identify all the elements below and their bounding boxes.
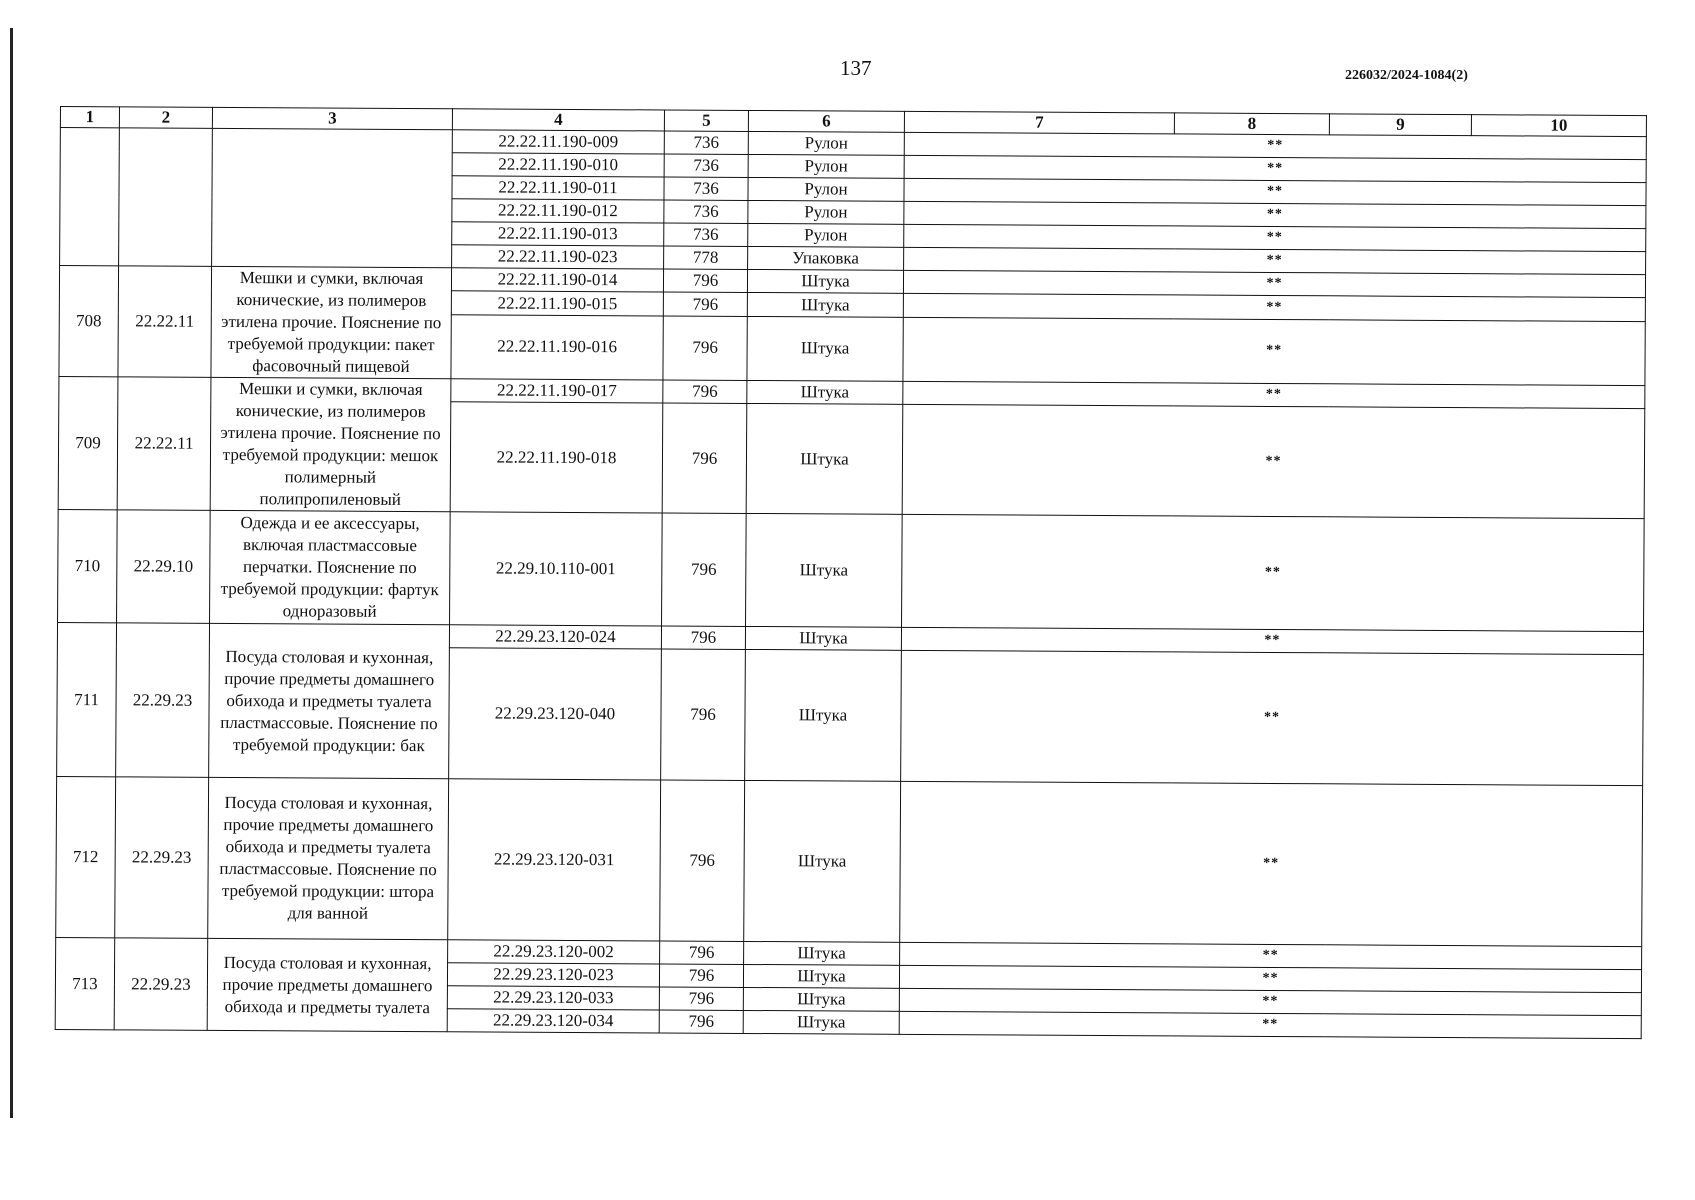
description-cell: Посуда столовая и кухонная, прочие предметы домашнего обихода и предметы туалета (207, 938, 448, 1031)
okpd-cell: 22.22.11 (117, 377, 211, 511)
okei-cell: 736 (664, 154, 748, 177)
unit-cell: Штука (745, 626, 901, 650)
unit-cell: Упаковка (748, 246, 904, 270)
row-number-cell: 713 (55, 937, 115, 1029)
products-table (55, 106, 1647, 1039)
product-code-cell: 22.22.11.190-012 (452, 199, 664, 223)
okei-cell: 796 (663, 380, 747, 404)
row-number-cell: 709 (58, 376, 118, 509)
okpd-cell: 22.29.23 (115, 777, 209, 939)
product-code-cell: 22.29.23.120-031 (448, 779, 661, 941)
mark-cell: ** (903, 317, 1645, 385)
header-col-3: 3 (212, 107, 452, 129)
mark-cell: ** (899, 1011, 1641, 1038)
mark-cell: ** (904, 155, 1646, 182)
okei-cell: 796 (663, 269, 747, 293)
unit-cell: Штука (745, 649, 902, 781)
mark-cell: ** (901, 650, 1644, 785)
product-code-cell: 22.29.23.120-023 (447, 963, 659, 987)
unit-cell: Рулон (748, 200, 904, 224)
okei-cell: 796 (663, 316, 747, 381)
unit-cell: Штука (746, 404, 903, 515)
row-number-cell: 710 (58, 509, 118, 622)
description-cell: Посуда столовая и кухонная, прочие предметы домашнего обихода и предметы туалета пластмассовые. Пояснение по требуемой продукции: штора для ванной (208, 777, 449, 939)
description-cell: Мешки и сумки, включая конические, из полимеров этилена прочие. Пояснение по требуемой продукции: пакет фасовочный пищевой (211, 266, 452, 378)
mark-cell: ** (899, 988, 1641, 1015)
header-col-2: 2 (119, 107, 212, 129)
description-cell: Посуда столовая и кухонная, прочие предметы домашнего обихода и предметы туалета пластмассовые. Пояснение по требуемой продукции: бак (209, 623, 450, 778)
unit-cell: Рулон (748, 177, 904, 201)
okei-cell: 796 (662, 403, 747, 513)
row-number-cell: 712 (56, 776, 116, 937)
row-number-cell: 708 (59, 266, 119, 377)
okei-cell: 796 (661, 649, 746, 780)
mark-cell: ** (904, 178, 1646, 205)
product-code-cell: 22.22.11.190-010 (452, 153, 664, 177)
unit-cell: Штука (747, 269, 903, 293)
header-col-5: 5 (664, 110, 748, 131)
row-number-cell (60, 128, 120, 266)
mark-cell: ** (902, 514, 1645, 631)
page-number: 137 (840, 56, 872, 80)
table-row (58, 509, 1645, 631)
okei-cell: 796 (661, 626, 745, 649)
header-col-4: 4 (452, 109, 664, 131)
unit-cell: Рулон (748, 154, 904, 178)
mark-cell: ** (902, 405, 1645, 519)
unit-cell: Штука (743, 964, 899, 988)
description-cell: Одежда и ее аксессуары, включая пластмассовые перчатки. Пояснение по требуемой продукции: фартук одноразовый (210, 510, 451, 624)
product-code-cell: 22.22.11.190-009 (452, 130, 664, 154)
okei-cell: 796 (663, 292, 747, 316)
product-code-cell: 22.29.23.120-034 (447, 1009, 659, 1033)
okei-cell: 736 (664, 131, 748, 154)
okei-cell: 736 (664, 200, 748, 223)
okei-cell: 736 (664, 177, 748, 200)
table-row (56, 776, 1643, 946)
okei-cell: 796 (660, 780, 745, 941)
product-code-cell: 22.22.11.190-013 (452, 222, 664, 246)
okpd-cell: 22.29.23 (114, 938, 208, 1031)
unit-cell: Штука (744, 941, 900, 965)
product-code-cell: 22.22.11.190-023 (452, 245, 664, 269)
unit-cell: Штука (746, 513, 903, 627)
unit-cell: Штука (747, 293, 903, 317)
scan-edge (10, 28, 13, 1118)
product-code-cell: 22.22.11.190-011 (452, 176, 664, 200)
description-cell: Мешки и сумки, включая конические, из полимеров этилена прочие. Пояснение по требуемой продукции: мешок полимерный полипропиленовый (210, 377, 451, 511)
mark-cell: ** (904, 201, 1646, 228)
okei-cell: 736 (664, 223, 748, 246)
product-code-cell: 22.22.11.190-016 (451, 315, 663, 380)
product-code-cell: 22.29.23.120-024 (449, 625, 661, 649)
okei-cell: 778 (664, 246, 748, 269)
product-code-cell: 22.22.11.190-015 (451, 291, 663, 316)
product-code-cell: 22.29.23.120-033 (447, 986, 659, 1010)
mark-cell: ** (900, 781, 1643, 946)
unit-cell: Штука (743, 1010, 899, 1034)
product-code-cell: 22.22.11.190-018 (450, 402, 663, 513)
okpd-cell: 22.29.23 (116, 623, 210, 778)
unit-cell: Штука (747, 380, 903, 404)
table-body (55, 128, 1646, 1039)
okpd-cell (119, 128, 213, 267)
unit-cell: Штука (744, 780, 901, 942)
okei-cell: 796 (659, 964, 743, 987)
mark-cell: ** (899, 965, 1641, 992)
mark-cell: ** (900, 942, 1642, 969)
mark-cell: ** (901, 627, 1643, 654)
product-code-cell: 22.29.10.110-001 (450, 512, 663, 626)
product-code-cell: 22.22.11.190-014 (451, 268, 663, 293)
mark-cell: ** (903, 270, 1645, 298)
unit-cell: Рулон (748, 131, 904, 155)
header-col-6: 6 (748, 110, 904, 132)
mark-cell: ** (904, 132, 1646, 159)
description-cell (212, 128, 453, 267)
header-col-7: 7 (904, 111, 1174, 134)
okei-cell: 796 (659, 1010, 743, 1033)
okei-cell: 796 (662, 513, 747, 626)
header-col-1: 1 (60, 107, 119, 128)
header-col-10: 10 (1471, 115, 1646, 137)
okei-cell: 796 (659, 987, 743, 1010)
okei-cell: 796 (660, 941, 744, 964)
product-code-cell: 22.22.11.190-017 (451, 379, 663, 403)
unit-cell: Штука (743, 987, 899, 1011)
header-col-8: 8 (1174, 113, 1329, 135)
mark-cell: ** (903, 381, 1645, 408)
document-number: 226032/2024-1084(2) (1345, 68, 1468, 83)
okpd-cell: 22.22.11 (118, 266, 212, 378)
product-code-cell: 22.29.23.120-040 (449, 648, 662, 780)
mark-cell: ** (903, 294, 1645, 322)
row-number-cell: 711 (57, 622, 117, 776)
okpd-cell: 22.29.10 (117, 510, 211, 624)
table-container (55, 106, 1647, 1039)
mark-cell: ** (904, 247, 1646, 274)
mark-cell: ** (904, 224, 1646, 251)
header-col-9: 9 (1329, 114, 1471, 136)
unit-cell: Рулон (748, 223, 904, 247)
unit-cell: Штука (747, 316, 903, 381)
product-code-cell: 22.29.23.120-002 (448, 940, 660, 964)
